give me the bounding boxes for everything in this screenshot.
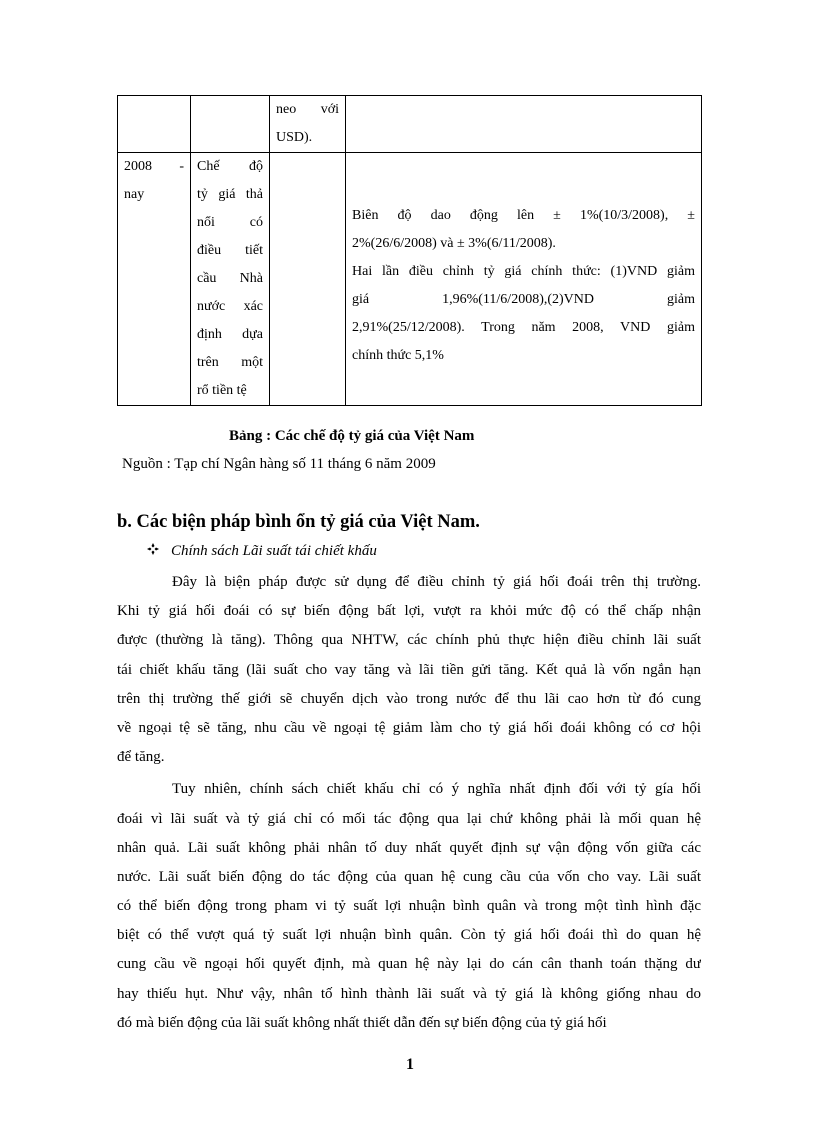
table-cell xyxy=(191,96,270,153)
text-line: tái chiết khấu tăng (lãi suất cho vay tăng và lãi tiền gửi tăng. Kết quả là vốn ngắn hạn xyxy=(117,661,701,678)
paragraph-1 xyxy=(117,568,701,772)
cell-line: định dựa xyxy=(197,327,263,342)
cell-line: Hai lần điều chỉnh tỷ giá chính thức: (1)VND giảm xyxy=(352,264,695,279)
cell-line: Chế độ xyxy=(197,159,263,174)
table-cell xyxy=(191,153,270,406)
cell-line: chính thức 5,1% xyxy=(352,348,444,363)
text-line: Tuy nhiên, chính sách chiết khấu chỉ có ý nghĩa nhất định đối với tỷ gía hối xyxy=(172,781,701,798)
body-text xyxy=(117,568,701,1038)
table-cell xyxy=(270,96,346,153)
cell-line: nổi có xyxy=(197,215,263,230)
bullet-text: Chính sách Lãi suất tái chiết khấu xyxy=(171,543,377,559)
text-line: đó mà biến động của lãi suất không nhất thiết dẫn đến sự biến động của tỷ giá hối xyxy=(117,1014,607,1031)
cell-line: 2%(26/6/2008) và ± 3%(6/11/2008). xyxy=(352,236,556,251)
cell-line: trên một xyxy=(197,355,263,370)
text-line: biệt có thể vượt quá tỷ suất lợi nhuận bình quân. Còn tỷ giá hối đoái thì do quan hệ xyxy=(117,927,701,944)
cell-line: rổ tiền tệ xyxy=(197,383,247,398)
table-cell xyxy=(346,153,702,406)
table-cell xyxy=(118,96,191,153)
text-line: có thể biến động trong pham vi tỷ suất lợi nhuận bình quân và trong một tình hình đặc xyxy=(117,898,701,915)
cell-line: giá 1,96%(11/6/2008),(2)VND giảm xyxy=(352,292,695,307)
table-caption: Bảng : Các chế độ tỷ giá của Việt Nam xyxy=(229,428,475,444)
page-number: 1 xyxy=(406,1056,414,1073)
text-line: nhân quả. Lãi suất không phải nhân tố duy nhất quyết định sự vận động vốn giữa các xyxy=(117,839,701,856)
cell-line: USD). xyxy=(276,130,313,145)
exchange-rate-regimes-table xyxy=(117,95,702,406)
text-line: Đây là biện pháp được sử dụng để điều chỉnh tỷ giá hối đoái trên thị trường. xyxy=(172,574,701,590)
text-line: được (thường là tăng). Thông qua NHTW, các chính phủ thực hiện điều chỉnh lãi suất xyxy=(117,632,701,649)
text-line: để tăng. xyxy=(117,749,165,766)
cell-line: 2008 - xyxy=(124,159,184,174)
text-line: cung cầu về ngoại hối quyết định, mà quan hệ này lại do cán cân thanh toán thặng dư xyxy=(117,956,701,973)
table-row xyxy=(118,153,702,406)
section-heading: b. Các biện pháp bình ổn tỷ giá của Việt Nam. xyxy=(117,512,480,532)
bullet-item xyxy=(147,543,377,560)
text-line: Khi tỷ giá hối đoái có sự biến động bất lợi, vượt ra khỏi mức độ có thể chấp nhận xyxy=(117,603,701,620)
table-row xyxy=(118,96,702,153)
cell-line: nước xác xyxy=(197,299,263,314)
table-cell xyxy=(118,153,191,406)
table-source: Nguồn : Tạp chí Ngân hàng số 11 tháng 6 năm 2009 xyxy=(122,456,436,472)
cell-line: neo với xyxy=(276,102,339,117)
text-line: đoái vì lãi suất và tỷ giá chỉ có mối tác động qua lại chứ không phải là mối quan hệ xyxy=(117,810,701,827)
text-line: trên thị trường thế giới sẽ chuyển dịch vào trong nước để thu lãi cao hơn từ đó cung xyxy=(117,690,701,707)
cell-line: cầu Nhà xyxy=(197,271,263,286)
cell-line: nay xyxy=(124,187,145,202)
four-diamond-bullet-icon xyxy=(147,543,159,559)
paragraph-2 xyxy=(117,775,701,1038)
text-line: hay thiếu hụt. Như vậy, nhân tố hình thành lãi suất và tỷ giá là không giống nhau do xyxy=(117,985,701,1002)
text-line: về ngoại tệ sẽ tăng, nhu cầu về ngoại tệ giảm làm cho tỷ giá hối đoái không có cơ hội xyxy=(117,719,701,736)
table-cell xyxy=(270,153,346,406)
text-line: nước. Lãi suất biến động do tác động của quan hệ cung cầu của vốn cho vay. Lãi suất xyxy=(117,868,701,885)
cell-line: Biên độ dao động lên ± 1%(10/3/2008), ± xyxy=(352,208,695,223)
cell-line: điều tiết xyxy=(197,243,263,258)
table-cell xyxy=(346,96,702,153)
cell-line: 2,91%(25/12/2008). Trong năm 2008, VND giảm xyxy=(352,320,695,335)
cell-line: tỷ giá thả xyxy=(197,187,263,202)
